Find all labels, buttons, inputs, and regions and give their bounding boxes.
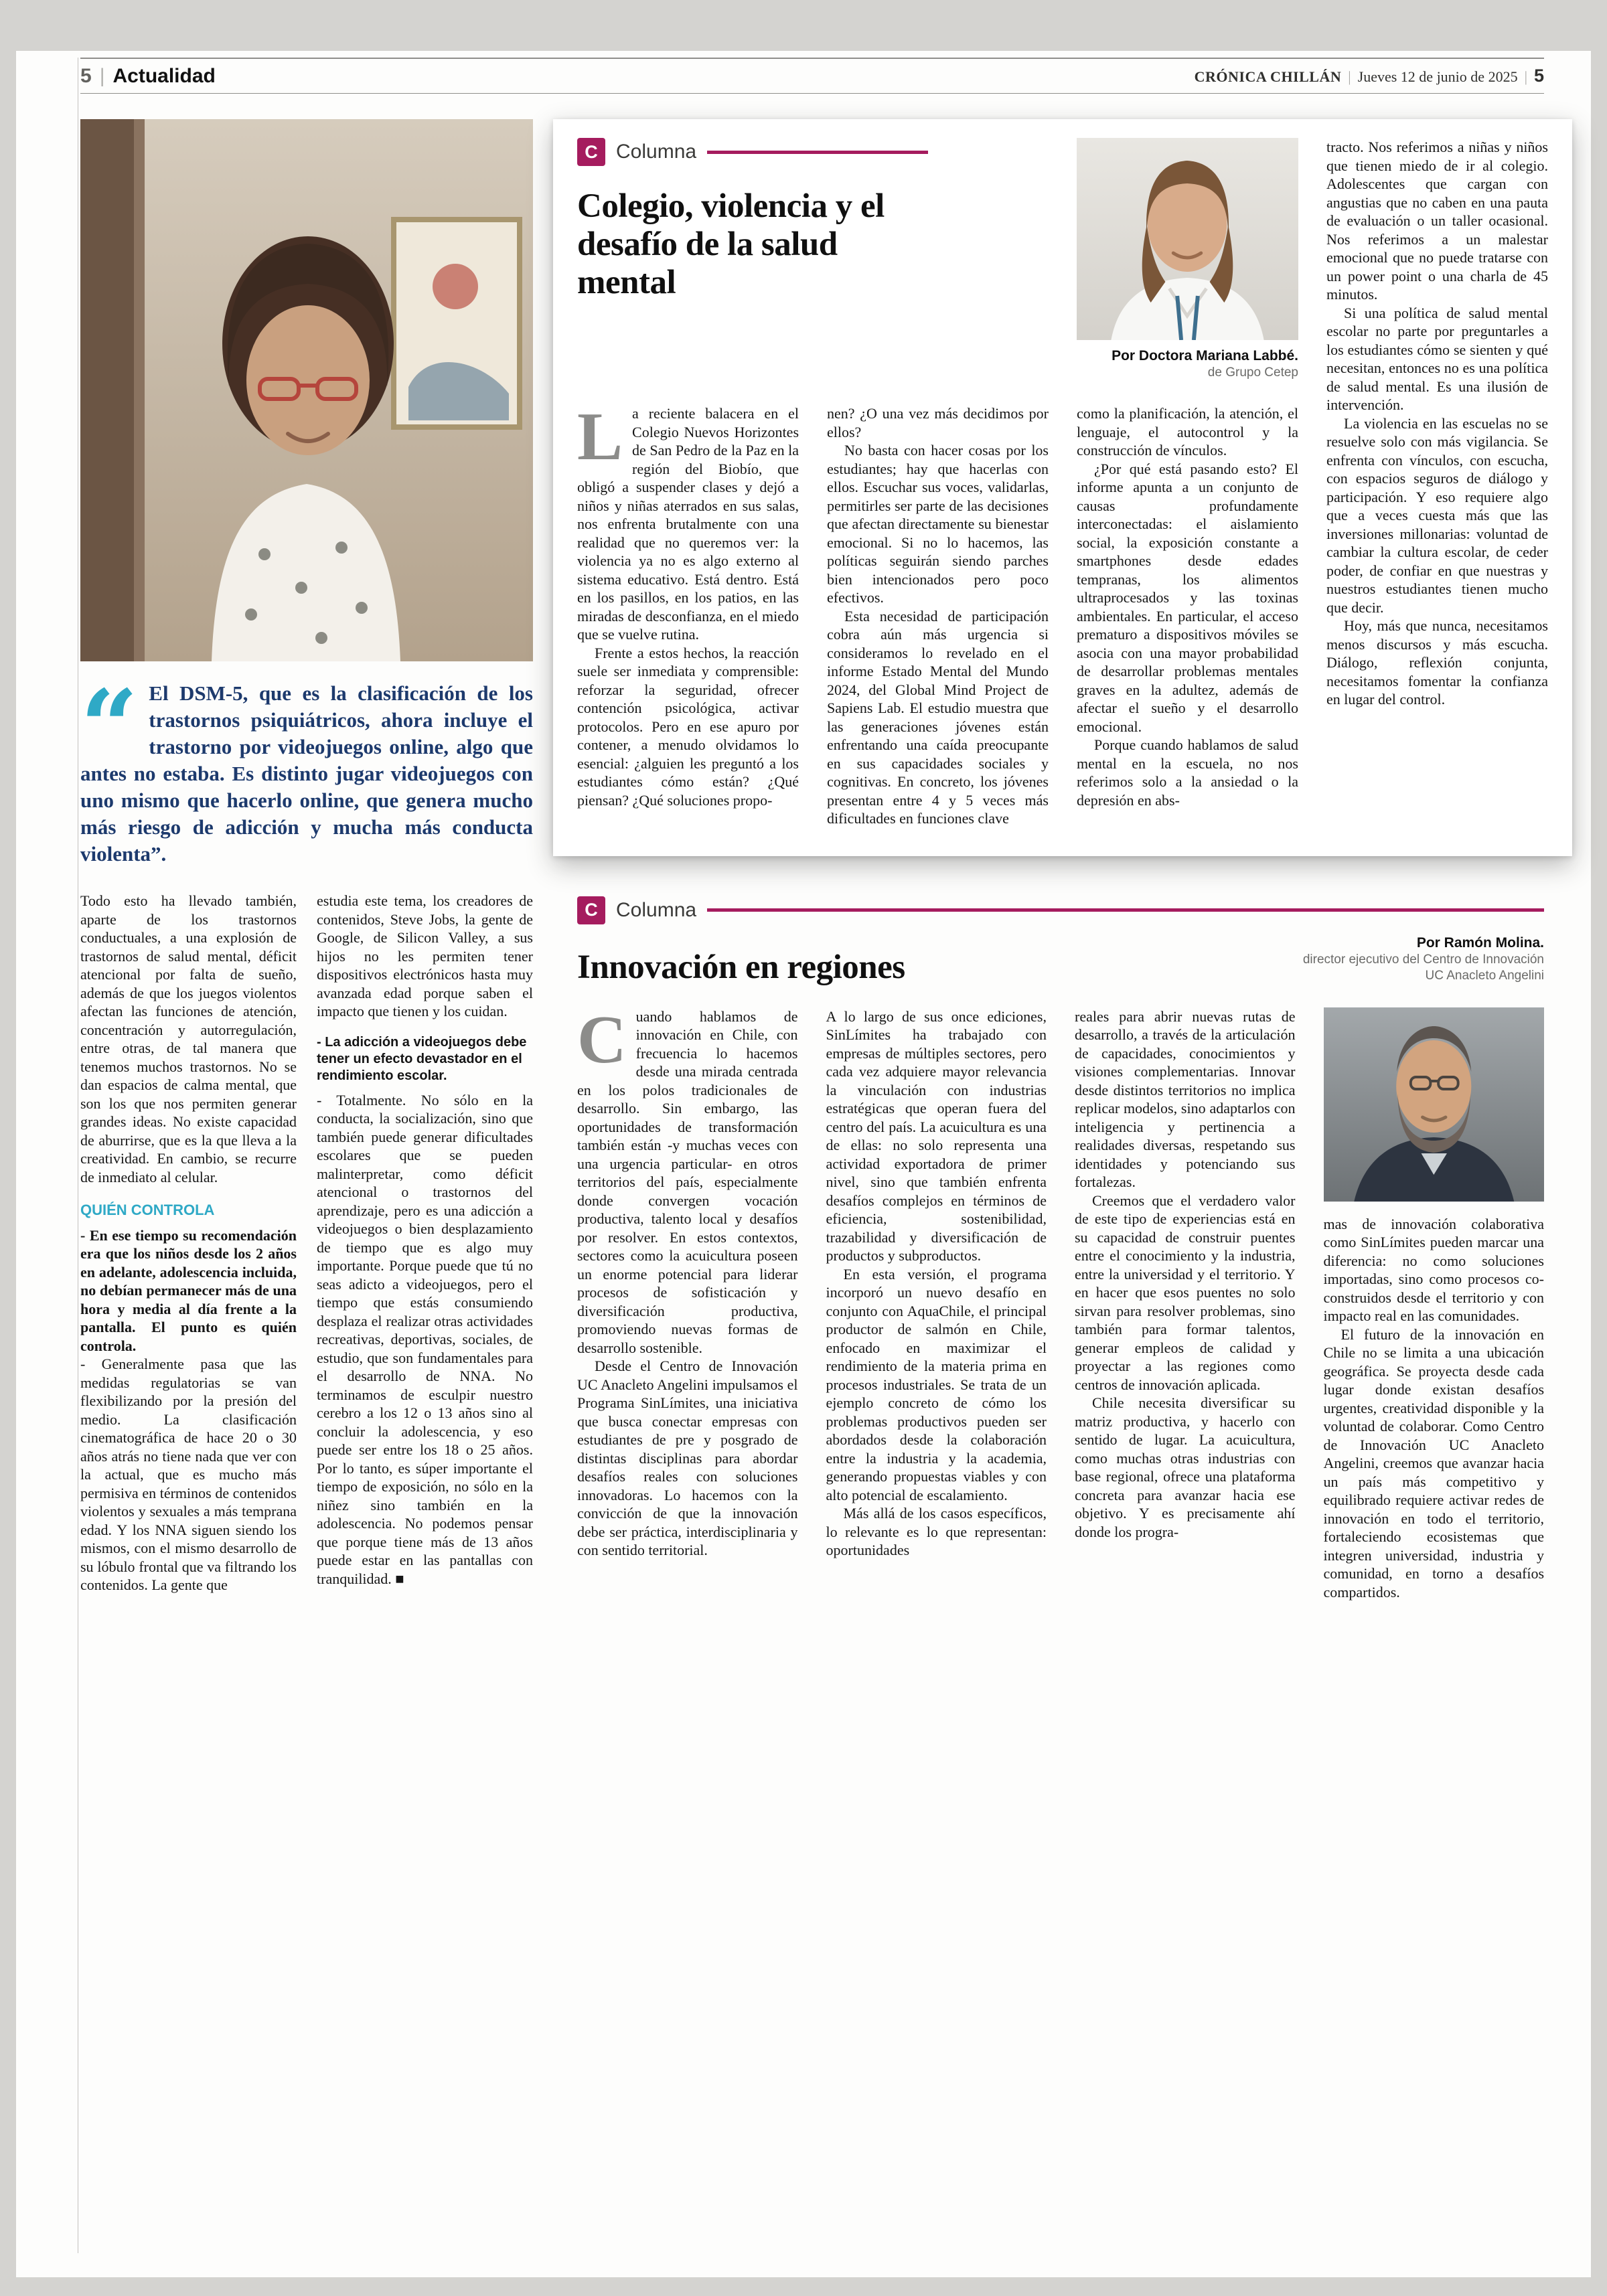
body-paragraph: - Totalmente. No sólo en la conducta, la socialización, sino que también puede generar dificultades escolares que se pueden malinterpretar, como déficit atencional o trastornos del aprendizaje, pero es una adicción a videojuegos o bien desplazamiento de tiempo que es algo muy importante. Porque puede que tú no seas adicto a videojuegos, pero el tiempo que estás consumiendo desplaza el realizar otras actividades recreativas, deportivas, sociales, de estudio, que son fundamentales para el desarrollo de NNA. No terminamos de esculpir nuestro cerebro a los 12 o 13 años sino al concluir la adolescencia, y eso puede ser entre los 18 o 25 años. Por lo tanto, es súper importante el tiempo de exposición, no sólo en la niñez sino también en la adolescencia. No podemos pensar que porque tiene más de 13 años puede estar en las pantallas con tranquilidad. ■	[317, 1091, 533, 1587]
article1-author-block	[1077, 138, 1298, 380]
body-paragraph: Creemos que el verdadero valor de este tipo de experiencias está en su capacidad de construir puentes entre el conocimiento y la industria, entre la universidad y el territorio. Y en hacer que esos puentes no solo sirvan para resolver problemas, sino también para formar talentos, generar empleos de calidad y proyectar a las regiones como centros de innovación aplicada.	[1075, 1192, 1296, 1393]
body-paragraph: - En ese tiempo su recomendación era que los niños desde los 2 años en adelante, adolescencia incluida, no debían permanecer más de una hora y media al día frente a la pantalla. El punto es quién controla.	[80, 1226, 297, 1354]
body-paragraph: Si una política de salud mental escolar no parte por preguntarles a los estudiantes cómo se sienten y qué necesitan, entonces no es una política de salud mental. Es una ilusión de intervención.	[1326, 304, 1548, 413]
article2-column-4-wrap	[1324, 1007, 1545, 1602]
pull-quote	[80, 680, 533, 868]
article1-title: Colegio, violencia y el desafío de la salud mental	[577, 187, 885, 301]
article1-byline-name: Por Doctora Mariana Labbé.	[1112, 348, 1298, 363]
body-paragraph: Frente a estos hechos, la reacción suele ser inmediata y comprensible: reforzar la seguridad, ofrecer contención psicológica, activar protocolos. Pero en ese apuro por contener, a menudo olvidamos lo esencial: ¿alguien les preguntó a los estudiantes cómo están? ¿Qué piensan? ¿Qué soluciones propo-	[577, 644, 799, 809]
body-paragraph: En esta versión, el programa incorporó un nuevo desafío en conjunto con AquaChile, el principal productor de salmón en Chile, enfocado en maximizar el rendimiento de la materia prima en procesos industriales. Se trata de un ejemplo concreto de cómo los problemas productivos pueden ser abordados desde la colaboración entre la industria y la academia, generando propuestas viables y con alto potencial de escalamiento.	[826, 1265, 1047, 1503]
newspaper-name: CRÓNICA CHILLÁN	[1194, 68, 1342, 85]
article2-column-2	[826, 1007, 1047, 1602]
kicker-row	[577, 896, 1544, 924]
article2-column-1	[577, 1001, 798, 1602]
section-subhead: QUIÉN CONTROLA	[80, 1202, 215, 1218]
quote-mark-icon: “	[80, 680, 139, 786]
article2-column-3	[1075, 1007, 1296, 1602]
newspaper-page	[16, 51, 1591, 2277]
interview-column-1	[80, 892, 297, 1594]
article1-column-1	[577, 399, 799, 828]
body-paragraph: La reciente balacera en el Colegio Nuevos Horizontes de San Pedro de la Paz en la región del Biobío, que obligó a suspender clases y dejó a niños y niñas aterrados en sus salas, nos enfrenta brutalmente con una realidad que no queremos ver: la violencia ya no es algo externo al sistema educativo. Está dentro. Está en los pasillos, en los patios, en las miradas de desconfianza, en el miedo que se vuelve rutina.	[577, 399, 799, 643]
body-paragraph: El futuro de la innovación en Chile no se limita a una ubicación geográfica. Se proyecta desde cada lugar donde existan desafíos urgentes, creatividad disponible y la voluntad de colaborar. Como Centro de Innovación UC Anacleto Angelini, creemos que avanzar hacia un país más competitivo y equilibrado requiere activar redes de innovación en todo el territorio, fortaleciendo ecosistemas que integren universidad, industria y comunidad, en torno a desafíos compartidos.	[1323, 1325, 1544, 1601]
page-header	[80, 58, 1544, 94]
columna-icon: C	[577, 138, 605, 166]
kicker-line	[707, 908, 1544, 912]
body-paragraph: La violencia en las escuelas no se resuelve solo con más vigilancia. Se enfrenta con vínculos, con escucha, con espacios seguros de diálogo y participación. Y eso requiere algo que a veces cuesta más que las inversiones millonarias: voluntad de cambiar la cultura escolar, de ceder poder, de confiar en que nuestras y nuestros estudiantes tienen mucho que decir.	[1326, 414, 1548, 616]
section-header	[80, 65, 216, 88]
body-paragraph: reales para abrir nuevas rutas de desarrollo, a través de la articulación de capacidades, conocimientos y visiones complementarias. Innovar desde distintos territorios no implica replicar modelos, sino adaptarlos con inteligencia y pertinencia a realidades diversas, respetando sus identidades y potenciando sus fortalezas.	[1075, 1007, 1296, 1190]
interview-column-2	[317, 892, 533, 1594]
header-separator: |	[99, 64, 105, 87]
body-paragraph: como la planificación, la atención, el lenguaje, el autocontrol y la construcción de vínculos.	[1077, 405, 1298, 459]
article1-column-2	[827, 404, 1049, 828]
body-paragraph: tracto. Nos referimos a niñas y niños que tienen miedo de ir al colegio. Adolescentes que cargan con angustias que no caben en una pauta de evaluación o un taller ocasional. Nos referimos a un malestar emocional que no puede tratarse con un power point o una charla de 45 minutos.	[1326, 139, 1548, 303]
article2-title: Innovación en regiones	[577, 948, 905, 986]
kicker-line	[707, 151, 928, 154]
body-paragraph: Todo esto ha llevado también, aparte de los trastornos conductuales, a una explosión de trastornos de salud mental, déficit atencional por falta de sueño, además de que los juegos violentos afectan las funciones de atención, concentración y autorregulación, entre otras, de tal manera que tenemos muchos trastornos. No se dan espacios de calma mental, que son los que nos permiten generar grandes ideas. No existe capacidad de aburrirse, que es la que lleva a la creatividad. En cambio, se recurre de inmediato al celular.	[80, 892, 297, 1185]
body-paragraph: Porque cuando hablamos de salud mental en la escuela, no nos referimos solo a la ansiedad o la depresión en abs-	[1077, 736, 1298, 809]
door-frame	[80, 119, 134, 661]
body-paragraph: Chile necesita diversificar su matriz productiva, y hacerlo con sentido de lugar. La acuicultura, como muchas otras industrias con base regional, ofrece una plataforma concreta para avanzar hacia ese objetivo. Y es precisamente ahí donde los progra-	[1075, 1394, 1296, 1540]
article2-byline-name: Por Ramón Molina.	[1416, 934, 1544, 951]
body-paragraph: A lo largo de sus once ediciones, SinLímites ha trabajado con empresas de múltiples sectores, pero cada vez adquiere mayor relevancia la vinculación con industrias estratégicas que operan fuera del centro del país. La acuicultura es una de ellas: no solo representa una actividad exportadora de primer nivel, sino que también enfrenta desafíos complejos en términos de eficiencia, sostenibilidad, trazabilidad y diversificación de productos y subproductos.	[826, 1007, 1047, 1264]
interview-question: - La adicción a videojuegos debe tener un efecto devastador en el rendimiento escolar.	[317, 1034, 527, 1083]
body-paragraph: No basta con hacer cosas por los estudiantes; hay que hacerlas con ellos. Escuchar sus voces, validarlas, permitirles ser parte de las decisiones que afectan directamente su bienestar emocional. Si no lo hacemos, las políticas seguirán siendo parches bien intencionados pero poco efectivos.	[827, 442, 1049, 606]
columna-icon: C	[577, 896, 605, 924]
page-number-right: 5	[1533, 66, 1544, 86]
edition-date: Jueves 12 de junio de 2025	[1357, 68, 1518, 85]
article1-byline-org: de Grupo Cetep	[1207, 365, 1298, 380]
main-rail	[553, 119, 1548, 1601]
body-paragraph: mas de innovación colaborativa como SinLímites pueden marcar una diferencia: no como soluciones importadas, sino como procesos co-construidos desde el territorio y con impacto real en las comunidades.	[1323, 1215, 1544, 1324]
interview-photo	[80, 119, 533, 661]
kicker-label: Columna	[616, 898, 697, 921]
section-title: Actualidad	[112, 64, 216, 87]
body-paragraph: Hoy, más que nunca, necesitamos menos discursos y más escucha. Diálogo, reflexión conjunta, necesitamos fomentar la confianza en lugar del control.	[1326, 617, 1548, 708]
body-paragraph: estudia este tema, los creadores de contenidos, Steve Jobs, la gente de Google, de Silicon Valley, a sus hijos no les permiten tener dispositivos electrónicos hasta muy avanzada edad porque saben el impacto que tienen y los cuidan.	[317, 892, 533, 1019]
article2-byline-role: director ejecutivo del Centro de Innovación	[1302, 952, 1544, 967]
author-photo-mariana-labbe	[1077, 138, 1298, 340]
article1-column-4	[1326, 138, 1548, 828]
article2-column-4	[1324, 1215, 1545, 1602]
body-paragraph: - Generalmente pasa que las medidas regulatorias se van flexibilizando por la presión del medio. La clasificación cinematográfica de hace 20 o 30 años atrás no tiene nada que ver con la actual, que es mucho más permisiva en términos de contenidos violentos y sexuales a más temprana edad. Y los NNA siguen siendo los mismos, con el mismo desarrollo de su lóbulo frontal que va filtrando los contenidos. La gente que	[80, 1356, 297, 1593]
article2-byline	[1303, 935, 1544, 986]
kicker-row	[577, 138, 1049, 166]
article-colegio-violencia	[553, 119, 1572, 856]
article-innovacion-regiones	[553, 896, 1544, 1602]
interview-rail	[80, 119, 533, 1601]
body-paragraph: Cuando hablamos de innovación en Chile, con frecuencia lo hacemos desde una mirada centrada en los polos tradicionales de desarrollo. Sin embargo, las oportunidades de transformación también están -y muchas veces con una urgencia particular- en otros territorios del país, especialmente donde convergen vocación productiva, talento local y desafíos por resolver. En estos contextos, sectores como la acuicultura poseen un enorme potencial para liderar procesos de sofisticación y diversificación productiva, promoviendo nuevas formas de desarrollo sostenible.	[577, 1001, 798, 1356]
body-paragraph: ¿Por qué está pasando esto? El informe apunta a un conjunto de causas profundamente interconectadas: el aislamiento social, la exposición constante a smartphones desde edades tempranas, los alimentos ultraprocesados y las toxinas ambientales. En particular, el acceso prematuro a dispositivos móviles se asocia con una mayor probabilidad de desarrollar problemas mentales graves en la adultez, además de afectar el sueño y el desarrollo emocional.	[1077, 460, 1298, 735]
author-photo-ramon-molina	[1324, 1007, 1545, 1202]
body-paragraph: nen? ¿O una vez más decidimos por ellos?	[827, 405, 1049, 440]
body-paragraph: Más allá de los casos específicos, lo relevante es lo que representan: oportunidades	[826, 1505, 1047, 1558]
dateline-separator: |	[1348, 68, 1351, 85]
masthead-dateline	[1195, 66, 1544, 86]
page-number-left: 5	[80, 64, 92, 87]
dateline-separator: |	[1524, 68, 1527, 85]
article2-byline-org: UC Anacleto Angelini	[1425, 968, 1544, 983]
article1-column-3	[1077, 404, 1298, 828]
pull-quote-text: El DSM-5, que es la clasificación de los trastornos psiquiátricos, ahora incluye el trastorno por videojuegos online, algo que antes no estaba. Es distinto jugar videojuegos con uno mismo que hacerlo online, que genera mucho más riesgo de adicción y mucha más conducta violenta”.	[80, 681, 533, 866]
kicker-label: Columna	[616, 141, 697, 163]
body-paragraph: Esta necesidad de participación cobra aún más urgencia si consideramos lo revelado en el informe Estado Mental del Mundo 2024, del Global Mind Project de Sapiens Lab. El estudio muestra que las generaciones jóvenes están enfrentando una caída preocupante en sus capacidades sociales y cognitivas. En concreto, los jóvenes presentan entre 4 y 5 veces más dificultades en funciones clave	[827, 607, 1049, 827]
article1-header	[577, 138, 1049, 380]
body-paragraph: Desde el Centro de Innovación UC Anacleto Angelini impulsamos el Programa SinLímites, una iniciativa que busca conectar empresas con estudiantes de pre y posgrado de distintas disciplinas para abordar desafíos reales con soluciones innovadoras. Lo hacemos con la convicción de que la innovación debe ser práctica, interdisciplinaria y con sentido territorial.	[577, 1358, 798, 1558]
